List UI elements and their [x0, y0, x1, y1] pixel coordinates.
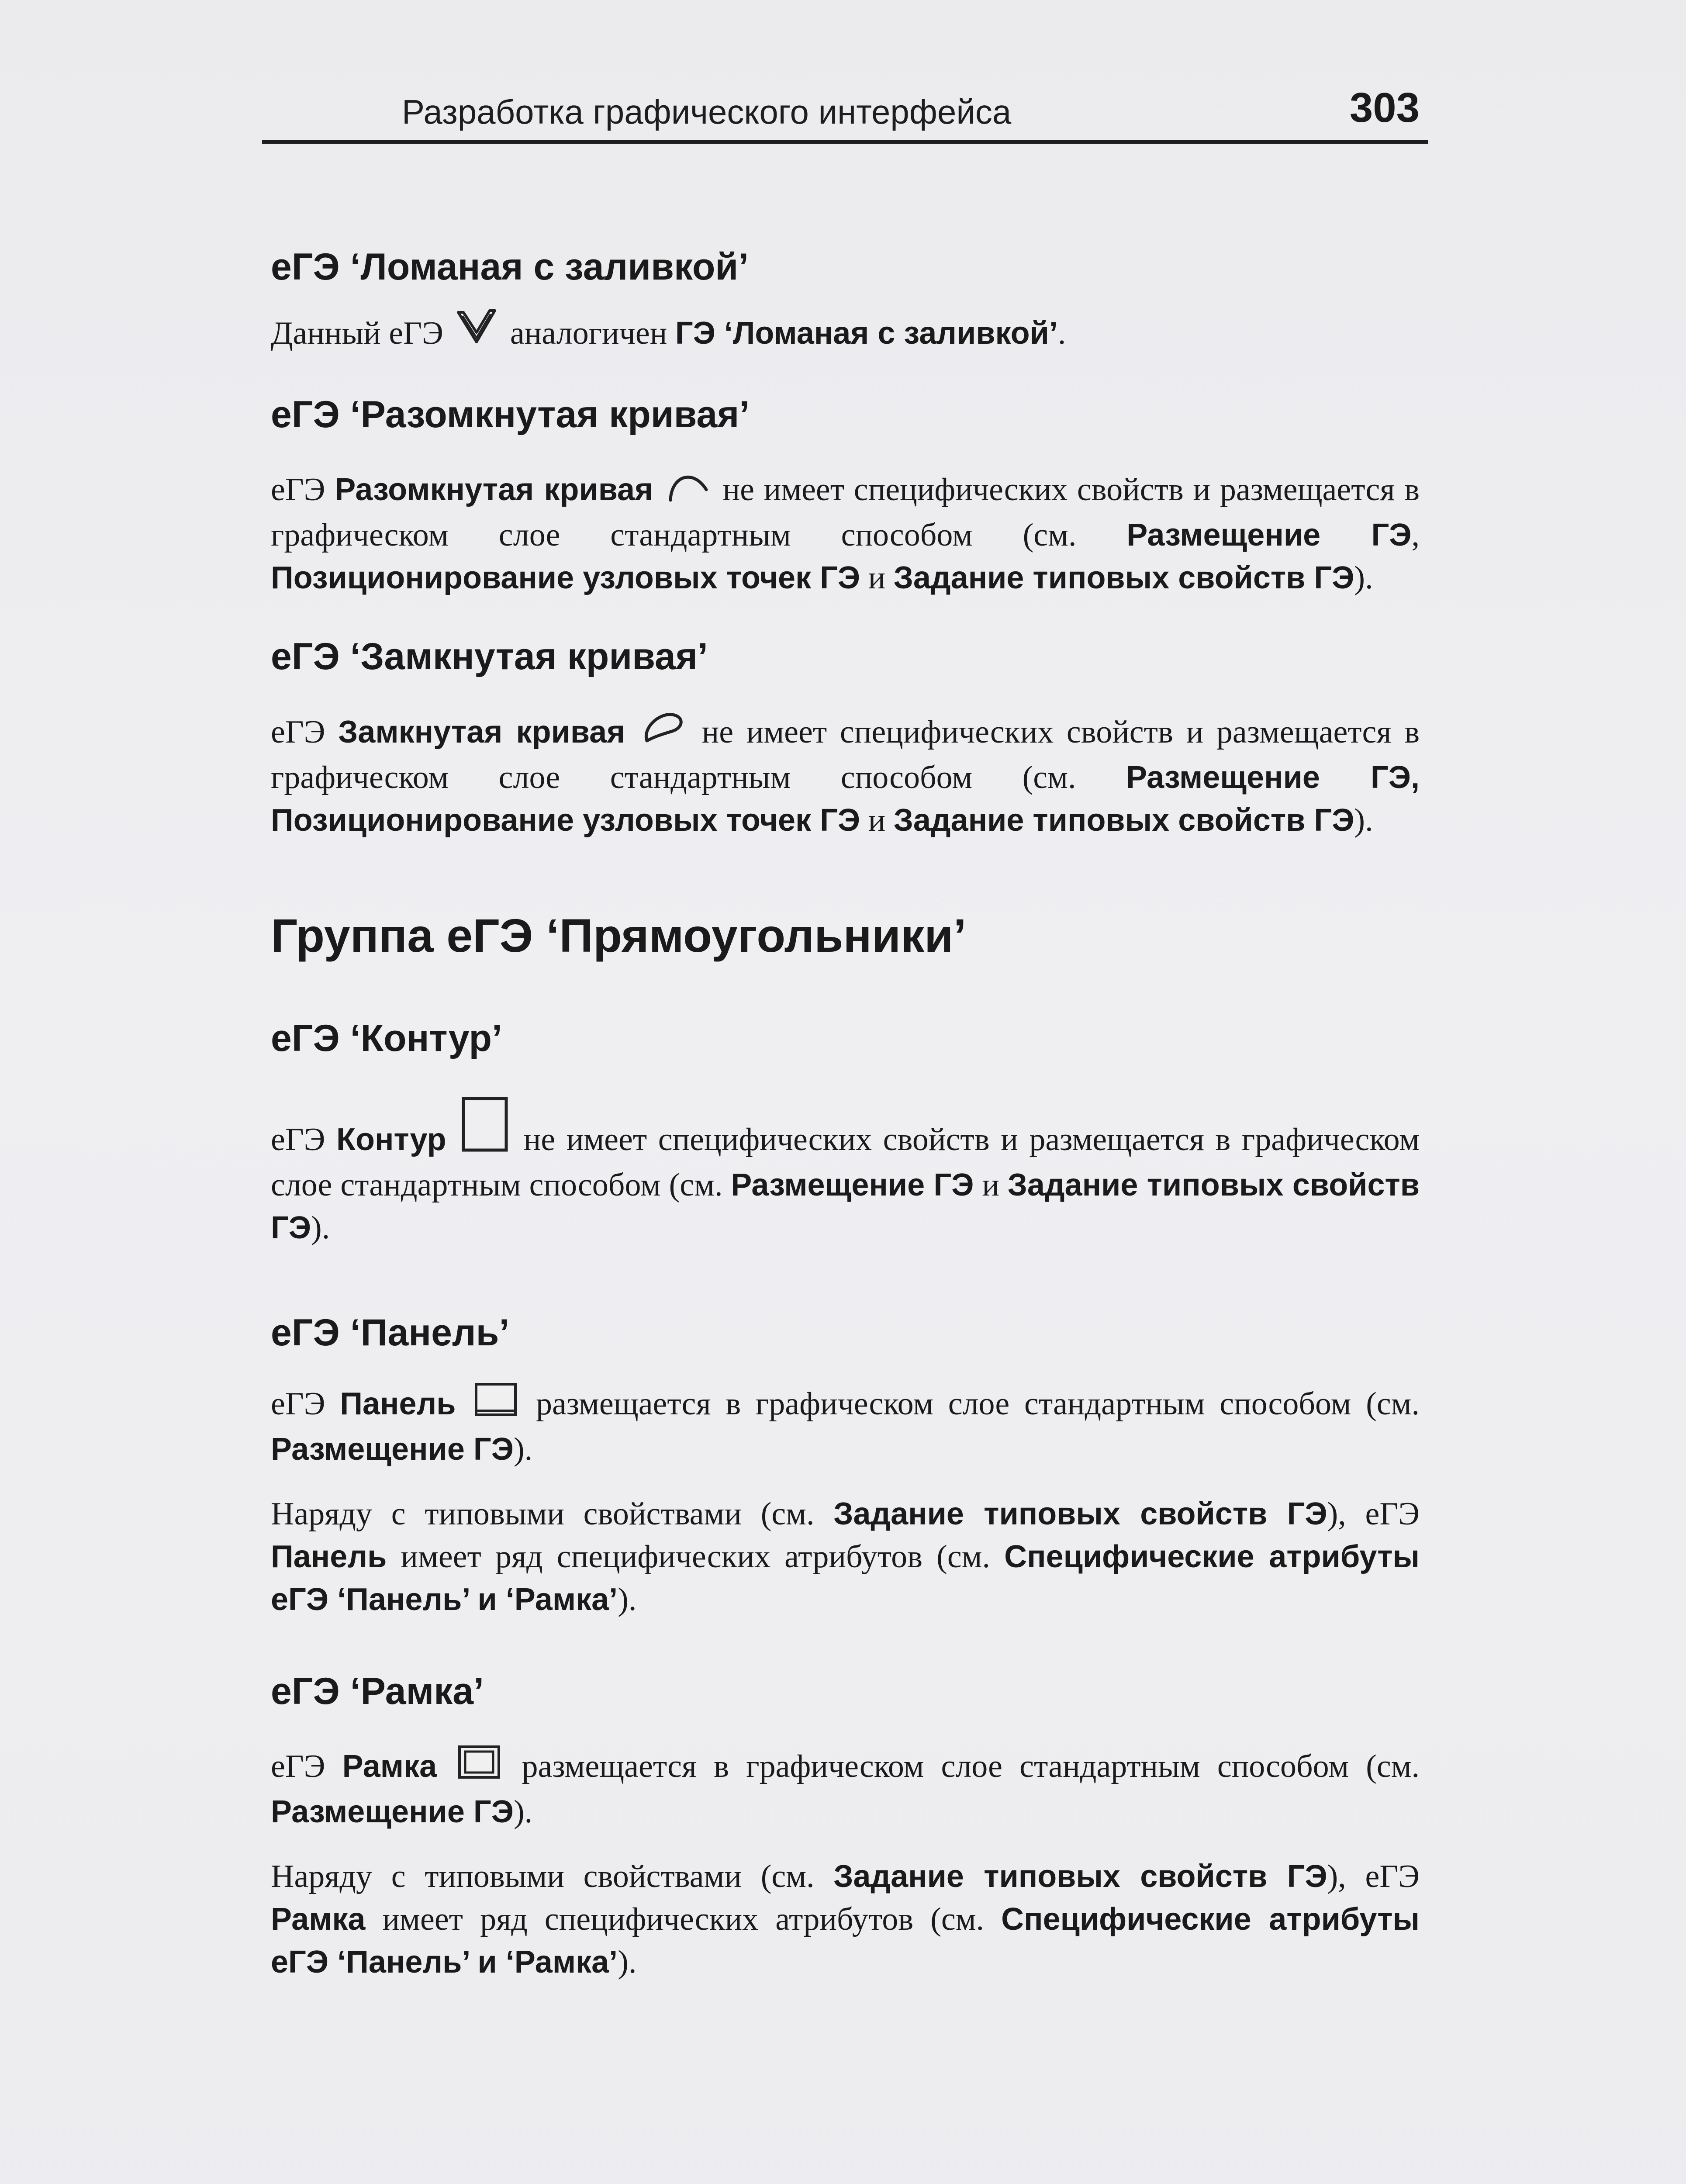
- text: ).: [513, 1794, 533, 1830]
- paragraph-frame-2: [271, 1855, 1420, 1984]
- panel-icon: [474, 1382, 518, 1428]
- paragraph-polyline-fill: [271, 307, 1420, 357]
- text: ).: [1354, 802, 1373, 838]
- text: не имеет специфических свойств и размещается в графическом слое стандартным способом (см.: [271, 472, 1420, 553]
- text: не имеет специфических свойств и размещается в графическом слое стандартным способом (см.: [271, 714, 1420, 795]
- contour-icon: [461, 1096, 509, 1164]
- term-open-curve: Разомкнутая кривая: [335, 472, 653, 508]
- text: и: [982, 1167, 999, 1203]
- text: ), еГЭ: [1327, 1858, 1420, 1894]
- text: еГЭ: [271, 472, 325, 508]
- text: еГЭ: [271, 1122, 325, 1158]
- heading-open-curve: еГЭ ‘Разомкнутая кривая’: [271, 394, 750, 436]
- ref-placement: Размещение ГЭ: [1126, 518, 1412, 553]
- ref-positioning: Позиционирование узловых точек ГЭ: [271, 802, 860, 838]
- heading-polyline-fill: еГЭ ‘Ломаная с заливкой’: [271, 246, 749, 288]
- text: .: [1057, 315, 1066, 352]
- ref-placement: Размещение ГЭ: [731, 1168, 974, 1203]
- term-frame: Рамка: [271, 1901, 366, 1937]
- term-panel: Панель: [340, 1386, 456, 1421]
- ref-typical-props: Задание типовых свойств ГЭ: [271, 1168, 1420, 1246]
- paragraph-panel-1: [271, 1382, 1420, 1471]
- heading-closed-curve: еГЭ ‘Замкнутая кривая’: [271, 636, 708, 678]
- text: ).: [618, 1581, 637, 1617]
- text: ), еГЭ: [1327, 1496, 1420, 1532]
- text: размещается в графическом слое стандартным способом (см.: [536, 1386, 1420, 1422]
- text: еГЭ: [271, 714, 325, 750]
- closed-curve-icon: [642, 710, 685, 756]
- ref-typical-props: Задание типовых свойств ГЭ: [833, 1496, 1327, 1531]
- ref-specific-attrs: Специфические атрибуты еГЭ ‘Панель’ и ‘Рамка’: [271, 1901, 1420, 1980]
- ref-typical-props: Задание типовых свойств ГЭ: [893, 560, 1354, 596]
- running-header: [262, 79, 1428, 144]
- term-frame: Рамка: [342, 1749, 437, 1784]
- text: ).: [1354, 560, 1373, 596]
- open-curve-icon: [666, 468, 710, 514]
- heading-frame: еГЭ ‘Рамка’: [271, 1670, 484, 1712]
- page-number: 303: [1349, 84, 1420, 131]
- ref-polyline-fill: ГЭ ‘Ломаная с заливкой’: [675, 316, 1058, 351]
- text: и: [868, 560, 886, 596]
- heading-contour: еГЭ ‘Контур’: [271, 1017, 502, 1060]
- heading-group-rectangles: Группа еГЭ ‘Прямоугольники’: [271, 909, 967, 962]
- text: имеет ряд специфических атрибутов (см.: [382, 1901, 985, 1937]
- ref-placement: Размещение ГЭ: [271, 1431, 514, 1467]
- ref-placement: Размещение ГЭ,: [1126, 760, 1420, 795]
- ref-specific-attrs: Специфические атрибуты еГЭ ‘Панель’ и ‘Рамка’: [271, 1539, 1420, 1617]
- polyline-fill-icon: [455, 307, 498, 357]
- header-title: Разработка графического интерфейса: [402, 93, 1012, 131]
- paragraph-open-curve: [271, 468, 1420, 599]
- text: ,: [1411, 517, 1420, 553]
- text: и: [868, 802, 886, 838]
- paragraph-contour: [271, 1096, 1420, 1249]
- ref-placement: Размещение ГЭ: [271, 1794, 514, 1829]
- text: аналогичен: [510, 315, 667, 352]
- text: Данный еГЭ: [271, 315, 443, 352]
- text: еГЭ: [271, 1748, 325, 1784]
- frame-icon: [457, 1745, 501, 1790]
- term-closed-curve: Замкнутая кривая: [338, 714, 625, 750]
- text: размещается в графическом слое стандартным способом (см.: [522, 1748, 1420, 1784]
- text: ).: [513, 1431, 533, 1467]
- ref-typical-props: Задание типовых свойств ГЭ: [893, 802, 1354, 838]
- text: ).: [311, 1210, 330, 1246]
- text: имеет ряд специфических атрибутов (см.: [401, 1538, 990, 1575]
- term-panel: Панель: [271, 1539, 387, 1574]
- paragraph-panel-2: [271, 1493, 1420, 1621]
- ref-typical-props: Задание типовых свойств ГЭ: [833, 1859, 1327, 1894]
- paragraph-frame-1: [271, 1745, 1420, 1833]
- page-content: [271, 245, 1420, 1984]
- text: Наряду с типовыми свойствами (см.: [271, 1858, 815, 1894]
- text: еГЭ: [271, 1386, 325, 1422]
- paragraph-closed-curve: [271, 710, 1420, 842]
- heading-panel: еГЭ ‘Панель’: [271, 1312, 510, 1354]
- ref-positioning: Позиционирование узловых точек ГЭ: [271, 560, 860, 596]
- text: ).: [618, 1944, 637, 1980]
- text: не имеет специфических свойств и размещается в графическом слое стандартным способом (см.: [271, 1122, 1420, 1203]
- term-contour: Контур: [336, 1122, 446, 1158]
- text: Наряду с типовыми свойствами (см.: [271, 1496, 815, 1532]
